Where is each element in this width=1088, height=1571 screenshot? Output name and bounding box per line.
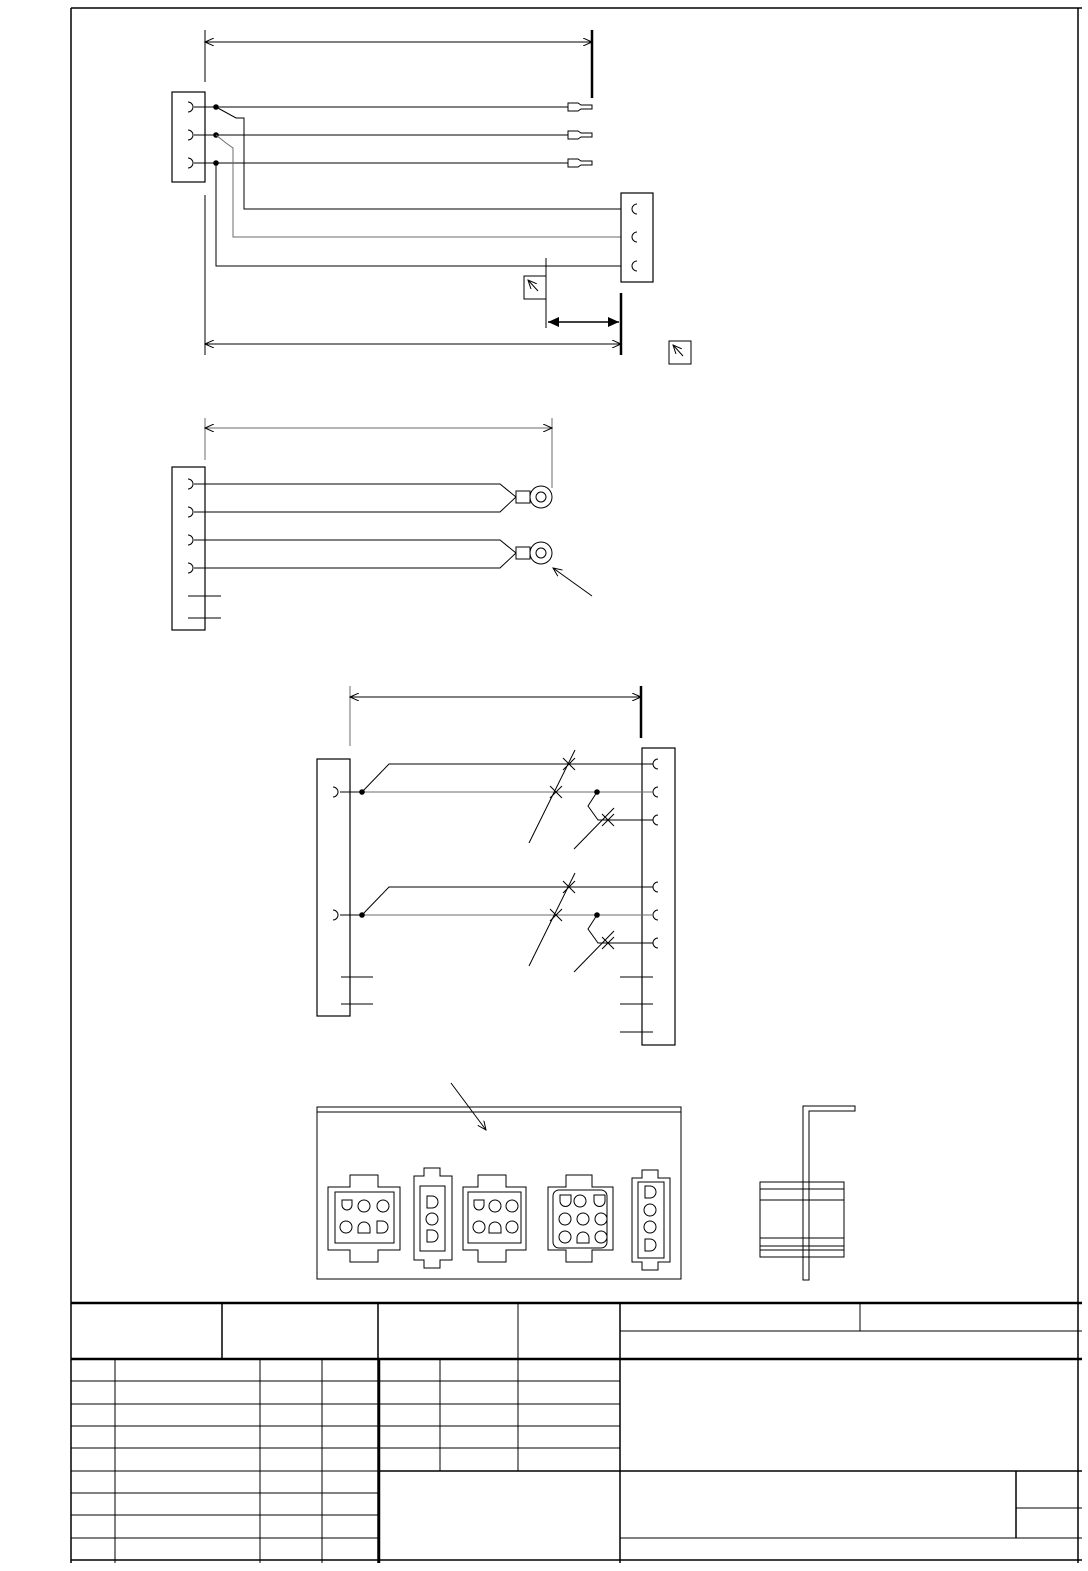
connector-h2 [172,467,205,630]
harness-2 [172,418,592,630]
ring-terminal [516,542,552,564]
title-block [71,1303,1082,1563]
crimp-terminal [568,131,592,139]
panel-connector [328,1175,400,1262]
panel-connector [463,1175,526,1262]
crimp-terminal [568,103,592,111]
ring-terminal [516,486,552,508]
connector-right-h1 [621,193,653,282]
bracket [760,1106,855,1280]
connector-left-h1 [172,92,205,182]
harness-1 [172,30,691,364]
note-flag [669,341,691,364]
panel-connector [632,1170,670,1270]
note-flag [524,276,546,299]
harness-3 [317,686,675,1045]
connector-panel [317,1083,681,1279]
panel-connector [548,1175,613,1262]
connector-right-h3 [642,748,675,1045]
crimp-terminal [568,159,592,167]
panel-connector [414,1168,452,1268]
